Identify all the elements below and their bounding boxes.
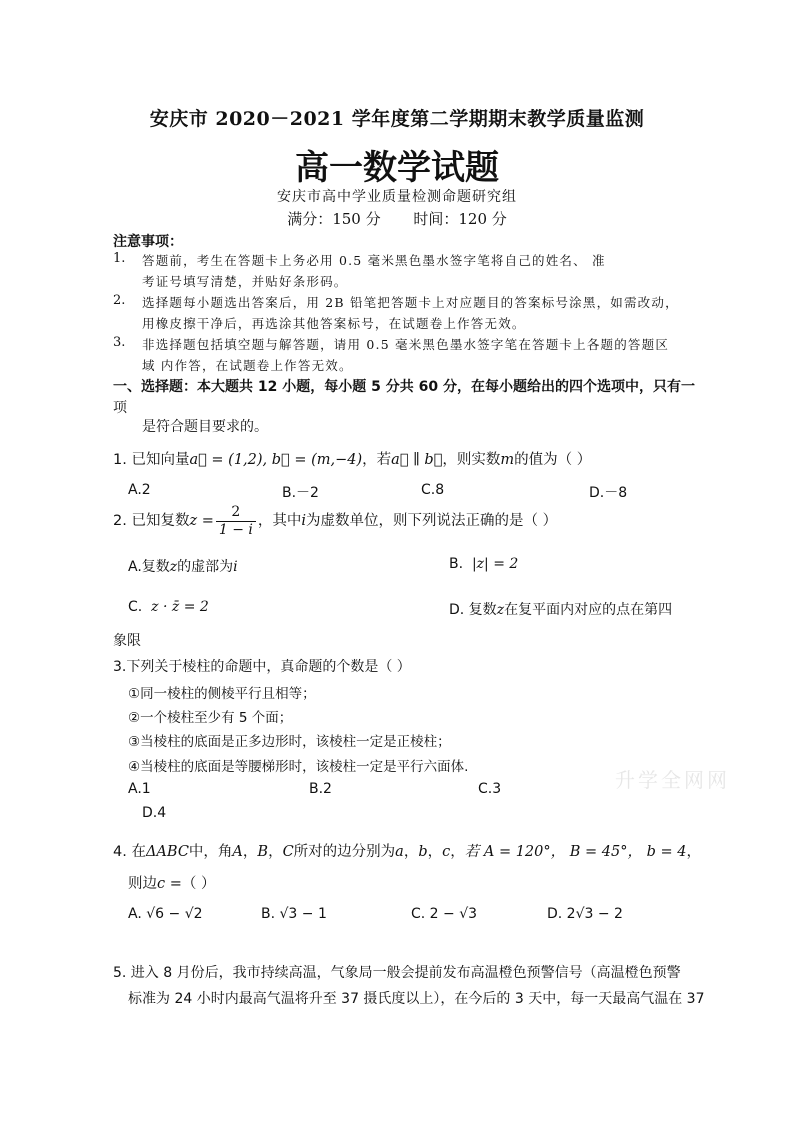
q1-option-c: C.8	[421, 482, 445, 498]
q2-option-d-wrap: 象限	[113, 633, 141, 649]
q3-option-d: D.4	[142, 805, 167, 821]
q1-vector-formula: a⃗ = (1,2), b⃗ = (m,−4)	[189, 452, 363, 468]
note-number: 3.	[113, 335, 126, 350]
question-5-line2: 标准为 24 小时内最高气温将升至 37 摄氏度以上），在今后的 3 天中，每一天最高气温在 37	[128, 991, 705, 1007]
exam-title: 安庆市 2020－2021 学年度第二学期期末教学质量监测	[149, 108, 645, 130]
q4-option-b: B. √3 − 1	[261, 906, 327, 922]
note-line: 非选择题包括填空题与解答题，请用 0.5 毫米黑色墨水签字笔在答题卡上各题的答题区	[142, 337, 670, 352]
watermark: 升学全网网	[615, 768, 730, 792]
q1-option-a: A.2	[128, 482, 151, 498]
q3-statement: ①同一棱柱的侧棱平行且相等；	[128, 686, 316, 702]
section-heading-wrap: 项	[113, 400, 127, 416]
q2-option-d: D. 复数z在复平面内对应的点在第四	[449, 602, 673, 618]
q1-option-b: B.－2	[282, 485, 319, 501]
question-4-line2: 则边c =（ ）	[128, 876, 216, 892]
notes-heading: 注意事项：	[113, 234, 183, 250]
section-heading: 一、选择题：本大题共 12 小题，每小题 5 分共 60 分，在每小题给出的四个选项中，只有一	[113, 379, 695, 395]
question-1: 1. 已知向量a⃗ = (1,2), b⃗ = (m,−4)，若a⃗ ∥ b⃗，则实数m的值为（ ）	[113, 452, 592, 468]
note-number: 1.	[113, 251, 126, 266]
q4-option-d: D. 2√3 − 2	[547, 906, 623, 922]
q1-parallel-condition: a⃗ ∥ b⃗	[391, 452, 443, 468]
organizer: 安庆市高中学业质量检测命题研究组	[277, 189, 517, 205]
q1-option-d: D.－8	[589, 485, 628, 501]
exam-time: 时间：120 分	[413, 210, 507, 228]
note-line: 答题前，考生在答题卡上务必用 0.5 毫米黑色墨水签字笔将自己的姓名、 准	[142, 253, 606, 268]
question-3: 3.下列关于棱柱的命题中，真命题的个数是（ ）	[113, 659, 411, 675]
q3-option-b: B.2	[309, 781, 332, 797]
note-number: 2.	[113, 293, 126, 308]
q4-condition: 若 A = 120°， B = 45°， b = 4	[464, 844, 687, 860]
q3-statement: ②一个棱柱至少有 5 个面；	[128, 710, 293, 726]
q3-option-a: A.1	[128, 781, 151, 797]
q4-option-a: A. √6 − √2	[128, 906, 203, 922]
question-5: 5. 进入 8 月份后，我市持续高温，气象局一般会提前发布高温橙色预警信号（高温橙色预警	[113, 965, 681, 981]
q3-statement: ④当棱柱的底面是等腰梯形时，该棱柱一定是平行六面体.	[128, 759, 469, 775]
full-score: 满分：150 分	[287, 210, 381, 228]
question-4: 4. 在ΔABC中，角A，B，C所对的边分别为a，b，c，若 A = 120°， B = 45°， b = 4，	[113, 844, 701, 860]
q2-option-c: C. z · z̄ = 2	[128, 599, 209, 615]
q3-statement: ③当棱柱的底面是正多边形时，该棱柱一定是正棱柱；	[128, 734, 451, 750]
note-line: 域 内作答，在试题卷上作答无效。	[142, 358, 353, 373]
q3-option-c: C.3	[478, 781, 502, 797]
section-heading-cont: 是符合题目要求的。	[142, 419, 268, 435]
note-line: 选择题每小题选出答案后，用 2B 铅笔把答题卡上对应题目的答案标号涂黑，如需改动，	[142, 295, 679, 310]
note-line: 考证号填写清楚，并贴好条形码。	[142, 274, 348, 289]
note-line: 用橡皮擦干净后，再选涂其他答案标号，在试题卷上作答无效。	[142, 316, 526, 331]
q2-option-b: B. |z| = 2	[449, 556, 519, 572]
question-2: 2. 已知复数z = $\frac{2}{1 - i}$ ，其中i为虚数单位，则下列说法正确的是（ ）	[113, 503, 558, 538]
q4-option-c: C. 2 − √3	[411, 906, 478, 922]
subject-title: 高一数学试题	[295, 148, 499, 188]
q2-fraction: $\frac{2}{1 - i}$	[216, 504, 256, 539]
exam-meta	[0, 208, 794, 229]
q2-option-a: A.复数z的虚部为i	[128, 559, 238, 575]
